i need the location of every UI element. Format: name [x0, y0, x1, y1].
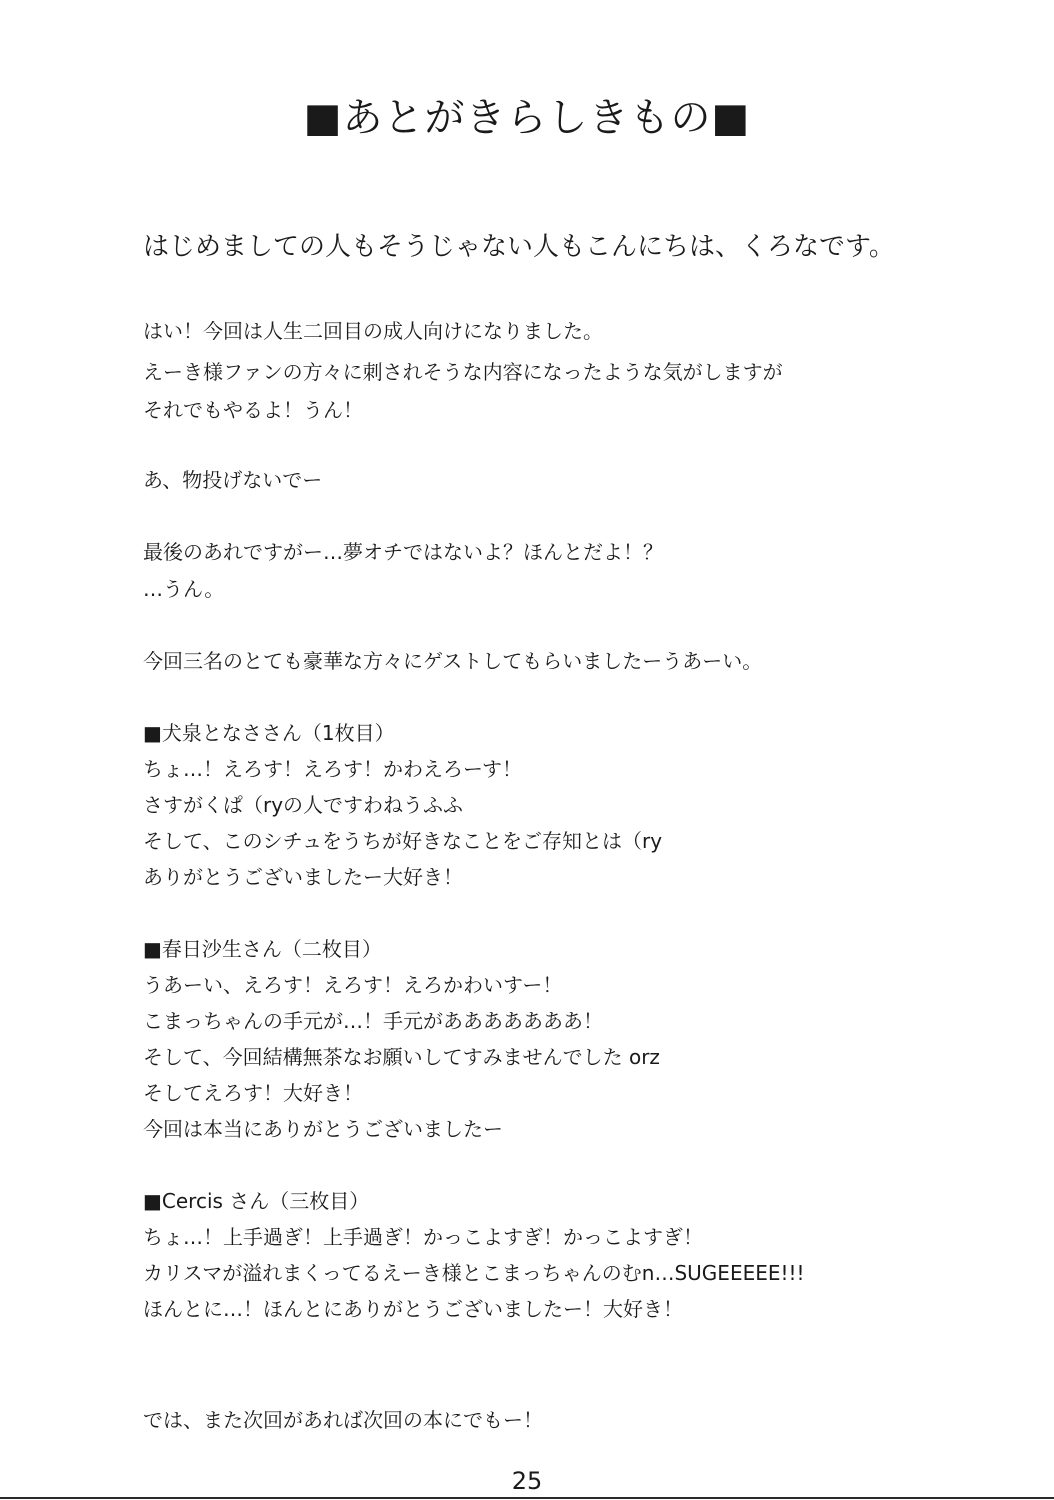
- body-line: ちょ…！えろす！えろす！かわえろーす！: [143, 757, 522, 781]
- body-line: こまっちゃんの手元が…！手元があああああああ！: [143, 1009, 603, 1033]
- guest-heading: ■Cercis さん（三枚目）: [143, 1189, 370, 1213]
- intro-line: はじめましての人もそうじゃない人もこんにちは、くろなです。: [143, 232, 895, 262]
- guest-heading: ■犬泉となささん（1枚目）: [143, 721, 395, 745]
- bottom-rule: [0, 1497, 1054, 1499]
- body-line: あ、物投げないでー: [143, 468, 323, 492]
- body-line: それでもやるよ！うん！: [143, 398, 363, 422]
- body-line: うあーい、えろす！えろす！えろかわいすー！: [143, 973, 563, 997]
- body-line: ちょ…！上手過ぎ！上手過ぎ！かっこよすぎ！かっこよすぎ！: [143, 1225, 703, 1249]
- body-line: そして、このシチュをうちが好きなことをご存知とは（ry: [143, 829, 663, 853]
- body-line: そしてえろす！大好き！: [143, 1081, 363, 1105]
- guest-heading: ■春日沙生さん（二枚目）: [143, 937, 382, 961]
- closing-line: では、また次回があれば次回の本にでもー！: [143, 1408, 543, 1432]
- body-line: 今回は本当にありがとうございましたー: [143, 1117, 503, 1141]
- body-line: そして、今回結構無茶なお願いしてすみませんでした orz: [143, 1045, 660, 1069]
- page-title: ■あとがきらしきもの■: [303, 95, 751, 141]
- body-line: さすがくぱ（ryの人ですわねうふふ: [143, 793, 464, 817]
- body-line: ありがとうございましたー大好き！: [143, 865, 463, 889]
- page-number: 25: [511, 1467, 543, 1495]
- body-line: はい！今回は人生二回目の成人向けになりました。: [143, 319, 603, 343]
- body-line: …うん。: [143, 577, 225, 601]
- body-line: 今回三名のとても豪華な方々にゲストしてもらいましたーうあーい。: [143, 649, 763, 673]
- body-line: 最後のあれですがー…夢オチではないよ？ほんとだよ！？: [143, 540, 663, 564]
- body-line: えーき様ファンの方々に刺されそうな内容になったような気がしますが: [143, 360, 783, 384]
- body-line: ほんとに…！ほんとにありがとうございましたー！大好き！: [143, 1297, 683, 1321]
- body-line: カリスマが溢れまくってるえーき様とこまっちゃんのむn…SUGEEEEE!!!: [143, 1261, 805, 1285]
